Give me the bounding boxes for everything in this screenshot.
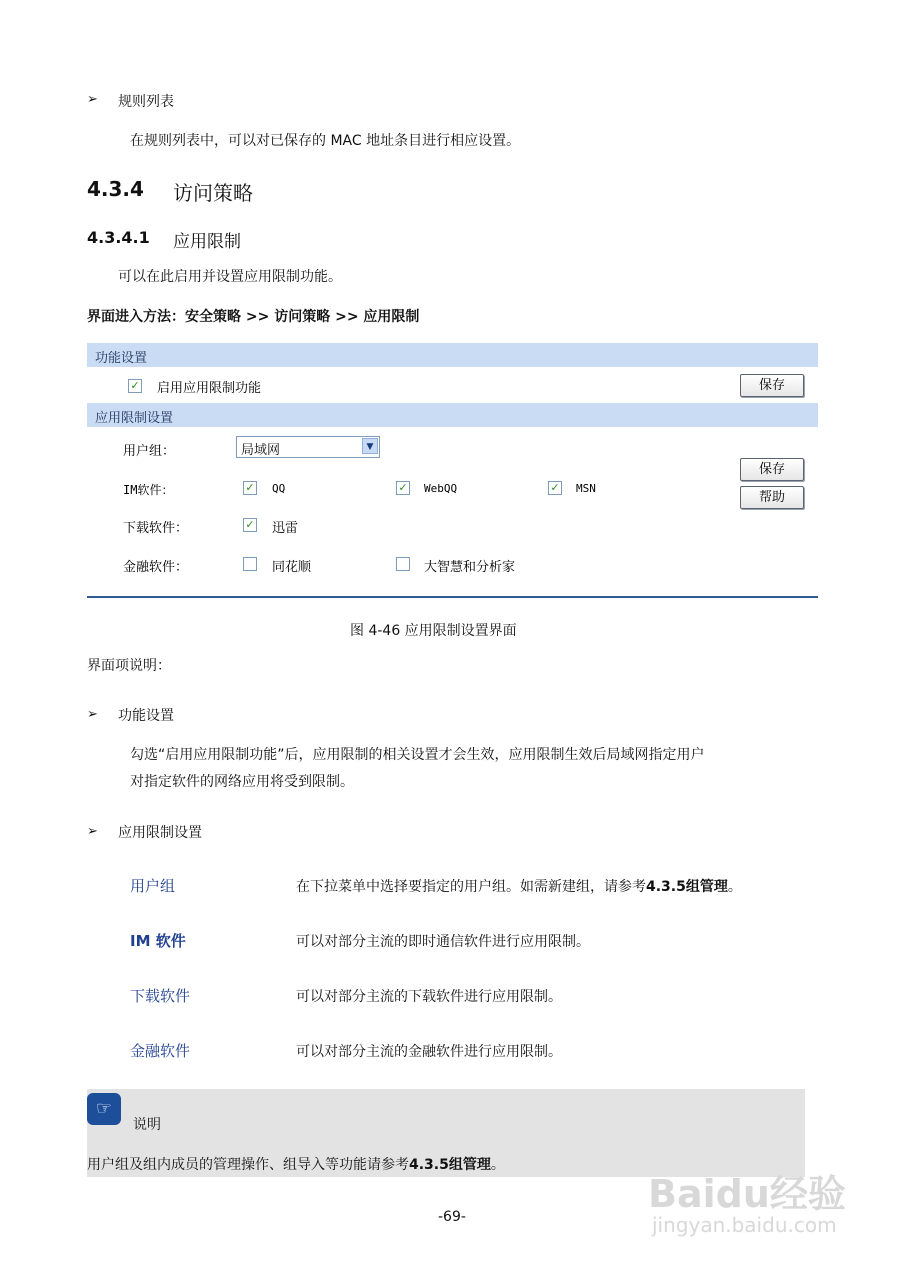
help-button[interactable]: 帮助 xyxy=(740,486,804,509)
term-user-group-desc: 在下拉菜单中选择要指定的用户组。如需新建组，请参考4.3.5组管理。 xyxy=(296,879,742,895)
term-finance-desc: 可以对部分主流的金融软件进行应用限制。 xyxy=(296,1044,562,1060)
xunlei-label: 迅雷 xyxy=(272,521,299,536)
subheading-number: 4.3.4.1 xyxy=(87,228,150,247)
limit-section-title: 应用限制设置 xyxy=(118,825,202,841)
term-im-desc: 可以对部分主流的即时通信软件进行应用限制。 xyxy=(296,934,590,950)
term-download: 下载软件 xyxy=(130,987,191,1005)
baidu-watermark-url: jingyan.baidu.com xyxy=(652,1213,837,1237)
limit-settings-bar xyxy=(87,403,818,427)
function-settings-bar-label: 功能设置 xyxy=(95,351,148,366)
msn-checkbox[interactable]: ✓ xyxy=(548,481,562,495)
finance-label: 金融软件： xyxy=(123,560,189,575)
panel-bottom-divider xyxy=(87,596,818,598)
bullet-arrow-icon: ➢ xyxy=(87,707,98,722)
term-download-desc: 可以对部分主流的下载软件进行应用限制。 xyxy=(296,989,562,1005)
enable-limit-label: 启用应用限制功能 xyxy=(157,381,262,396)
intro-text: 可以在此启用并设置应用限制功能。 xyxy=(118,269,342,285)
webqq-checkbox[interactable]: ✓ xyxy=(396,481,410,495)
func-section-line1: 勾选“启用应用限制功能”后，应用限制的相关设置才会生效，应用限制生效后局域网指定用户 xyxy=(130,747,705,763)
nav-path: 界面进入方法：安全策略 >> 访问策略 >> 应用限制 xyxy=(87,309,420,325)
page-number: -69- xyxy=(438,1209,466,1225)
pointing-hand-icon: ☞ xyxy=(87,1093,121,1125)
heading-title: 访问策略 xyxy=(173,181,253,205)
msn-label: MSN xyxy=(576,482,596,495)
note-body: 用户组及组内成员的管理操作、组导入等功能请参考4.3.5组管理。 xyxy=(87,1157,505,1173)
qq-label: QQ xyxy=(272,482,286,495)
rules-list-title: 规则列表 xyxy=(118,94,174,110)
subheading-title: 应用限制 xyxy=(173,232,241,252)
term-finance: 金融软件 xyxy=(130,1042,191,1060)
heading-number: 4.3.4 xyxy=(87,177,144,201)
user-group-label: 用户组： xyxy=(123,444,176,459)
func-section-line2: 对指定软件的网络应用将受到限制。 xyxy=(130,774,354,790)
func-section-title: 功能设置 xyxy=(118,708,174,724)
desc-intro: 界面项说明： xyxy=(87,658,171,674)
tonghuashun-label: 同花顺 xyxy=(272,560,312,575)
qq-checkbox[interactable]: ✓ xyxy=(243,481,257,495)
xunlei-checkbox[interactable]: ✓ xyxy=(243,518,257,532)
figure-caption: 图 4-46 应用限制设置界面 xyxy=(350,623,517,639)
im-label: IM软件： xyxy=(123,483,174,497)
dazhihui-checkbox[interactable] xyxy=(396,557,410,571)
webqq-label: WebQQ xyxy=(424,482,458,495)
term-im: IM 软件 xyxy=(130,932,186,950)
rules-list-body: 在规则列表中，可以对已保存的 MAC 地址条目进行相应设置。 xyxy=(130,133,521,149)
note-title: 说明 xyxy=(133,1117,161,1133)
enable-limit-checkbox[interactable]: ✓ xyxy=(128,379,142,393)
tonghuashun-checkbox[interactable] xyxy=(243,557,257,571)
user-group-select[interactable] xyxy=(236,436,380,458)
limit-settings-bar-label: 应用限制设置 xyxy=(95,411,174,426)
term-user-group: 用户组 xyxy=(130,877,176,895)
baidu-watermark: Baidu经验 xyxy=(648,1172,846,1216)
chevron-down-icon[interactable]: ▼ xyxy=(362,438,378,454)
download-label: 下载软件： xyxy=(123,521,189,536)
bullet-arrow-icon: ➢ xyxy=(87,824,98,839)
function-settings-bar xyxy=(87,343,818,367)
save-button-top[interactable]: 保存 xyxy=(740,374,804,397)
dazhihui-label: 大智慧和分析家 xyxy=(424,560,516,575)
bullet-arrow-icon: ➢ xyxy=(87,92,98,107)
user-group-value: 局域网 xyxy=(241,443,281,458)
save-button-settings[interactable]: 保存 xyxy=(740,458,804,481)
